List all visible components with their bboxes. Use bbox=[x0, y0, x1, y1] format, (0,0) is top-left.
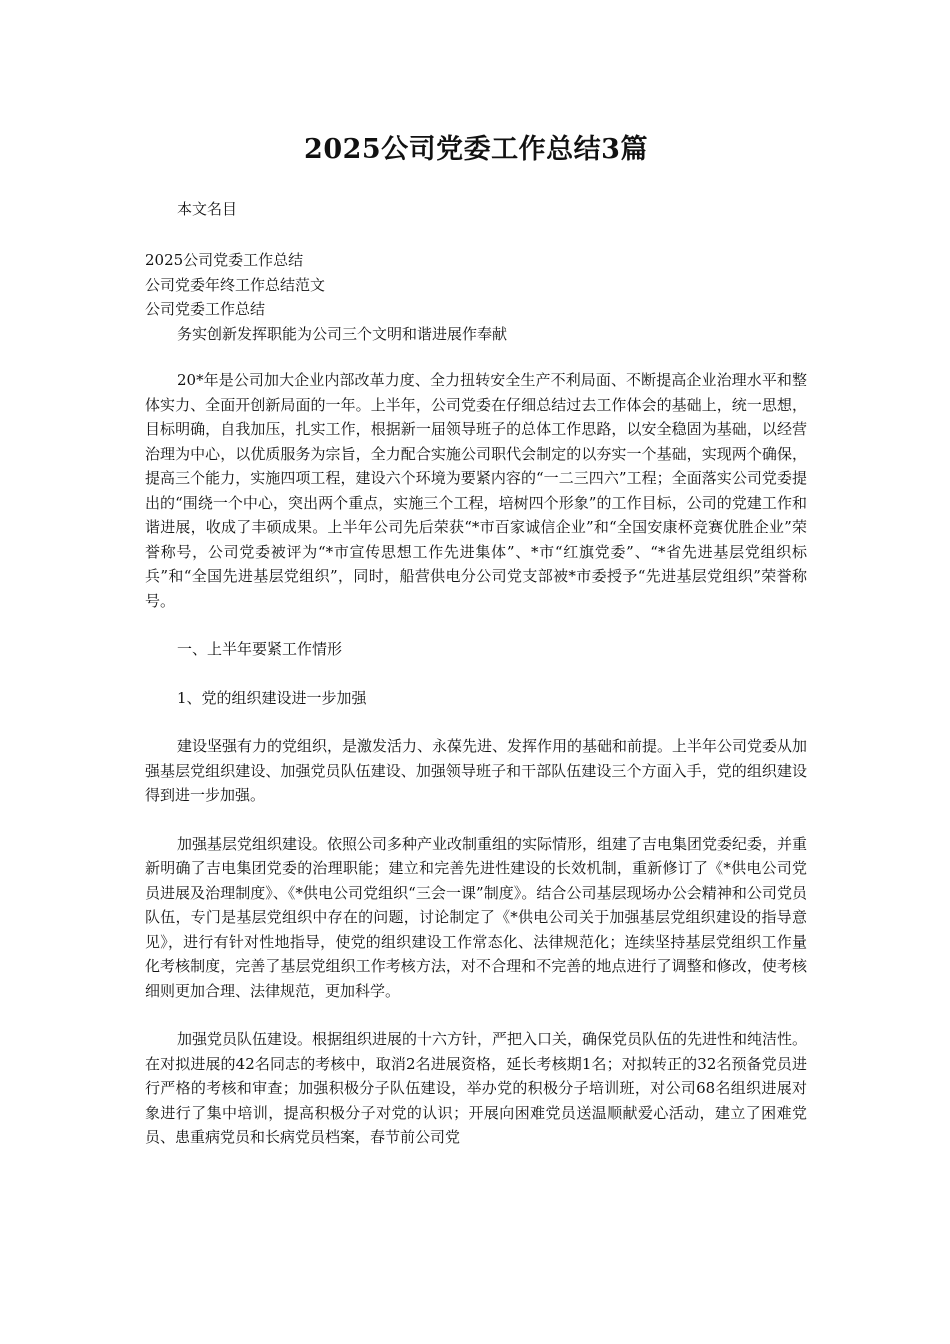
toc-item: 公司党委工作总结 bbox=[145, 300, 266, 318]
document-title: 2025公司党委工作总结3篇 bbox=[304, 134, 648, 165]
body-paragraph: 建设坚强有力的党组织，是激发活力、永葆先进、发挥作用的基础和前提。上半年公司党委从加强基层党组织建设、加强党员队伍建设、加强领导班子和干部队伍建设三个方面入手，党的组织建设得到进一步加强。 bbox=[145, 737, 808, 804]
toc-list bbox=[145, 248, 807, 322]
subsection-heading: 1、党的组织建设进一步加强 bbox=[177, 688, 367, 707]
document-page bbox=[145, 0, 807, 1150]
body-paragraph: 20*年是公司加大企业内部改革力度、全力扭转安全生产不利局面、不断提高企业治理水平和整体实力、全面开创新局面的一年。上半年，公司党委在仔细总结过去工作体会的基础上，统一思想，目标明确，自我加压，扎实工作，根据新一届领导班子的总体工作思路，以安全稳固为基础，以经营治理为中心，以优质服务为宗旨，全力配合实施公司职代会制定的以夯实一个基础，实现两个确保，提高三个能力，实施四项工程，建设六个环境为要紧内容的“一二三四六”工程；全面落实公司党委提出的“围绕一个中心，突出两个重点，实施三个工程，培树四个形象”的工作目标，公司的党建工作和谐进展，收成了丰硕成果。上半年公司先后荣获“*市百家诚信企业”和“全国安康杯竞赛优胜企业”荣誉称号，公司党委被评为“*市宣传思想工作先进集体”、*市“红旗党委”、“*省先进基层党组织标兵”和“全国先进基层党组织”，同时，船营供电分公司党支部被*市委授予“先进基层党组织”荣誉称号。 bbox=[145, 371, 807, 610]
article-subtitle: 务实创新发挥职能为公司三个文明和谐进展作奉献 bbox=[177, 324, 508, 343]
toc-item: 公司党委年终工作总结范文 bbox=[145, 275, 326, 294]
toc-item: 2025公司党委工作总结 bbox=[145, 251, 304, 269]
toc-heading: 本文名目 bbox=[177, 200, 238, 218]
section-heading: 一、上半年要紧工作情形 bbox=[177, 640, 343, 658]
body-paragraph: 加强基层党组织建设。依照公司多种产业改制重组的实际情形，组建了吉电集团党委纪委，并重新明确了吉电集团党委的治理职能；建立和完善先进性建设的长效机制，重新修订了《*供电公司党员进展及治理制度》、《*供电公司党组织“三会一课”制度》。结合公司基层现场办公会精神和公司党员队伍，专门是基层党组织中存在的问题，讨论制定了《*供电公司关于加强基层党组织建设的指导意见》，进行有针对性地指导，使党的组织建设工作常态化、法律规范化；连续坚持基层党组织工作量化考核制度，完善了基层党组织工作考核方法，对不合理和不完善的地点进行了调整和修改，使考核细则更加合理、法律规范，更加科学。 bbox=[145, 834, 808, 1000]
body-paragraph: 加强党员队伍建设。根据组织进展的十六方针，严把入口关，确保党员队伍的先进性和纯洁性。在对拟进展的42名同志的考核中，取消2名进展资格，延长考核期1名；对拟转正的32名预备党员进行严格的考核和审查；加强积极分子队伍建设，举办党的积极分子培训班，对公司68名组织进展对象进行了集中培训，提高积极分子对党的认识；开展向困难党员送温顺献爱心活动，建立了困难党员、患重病党员和长病党员档案，春节前公司党 bbox=[145, 1030, 808, 1146]
